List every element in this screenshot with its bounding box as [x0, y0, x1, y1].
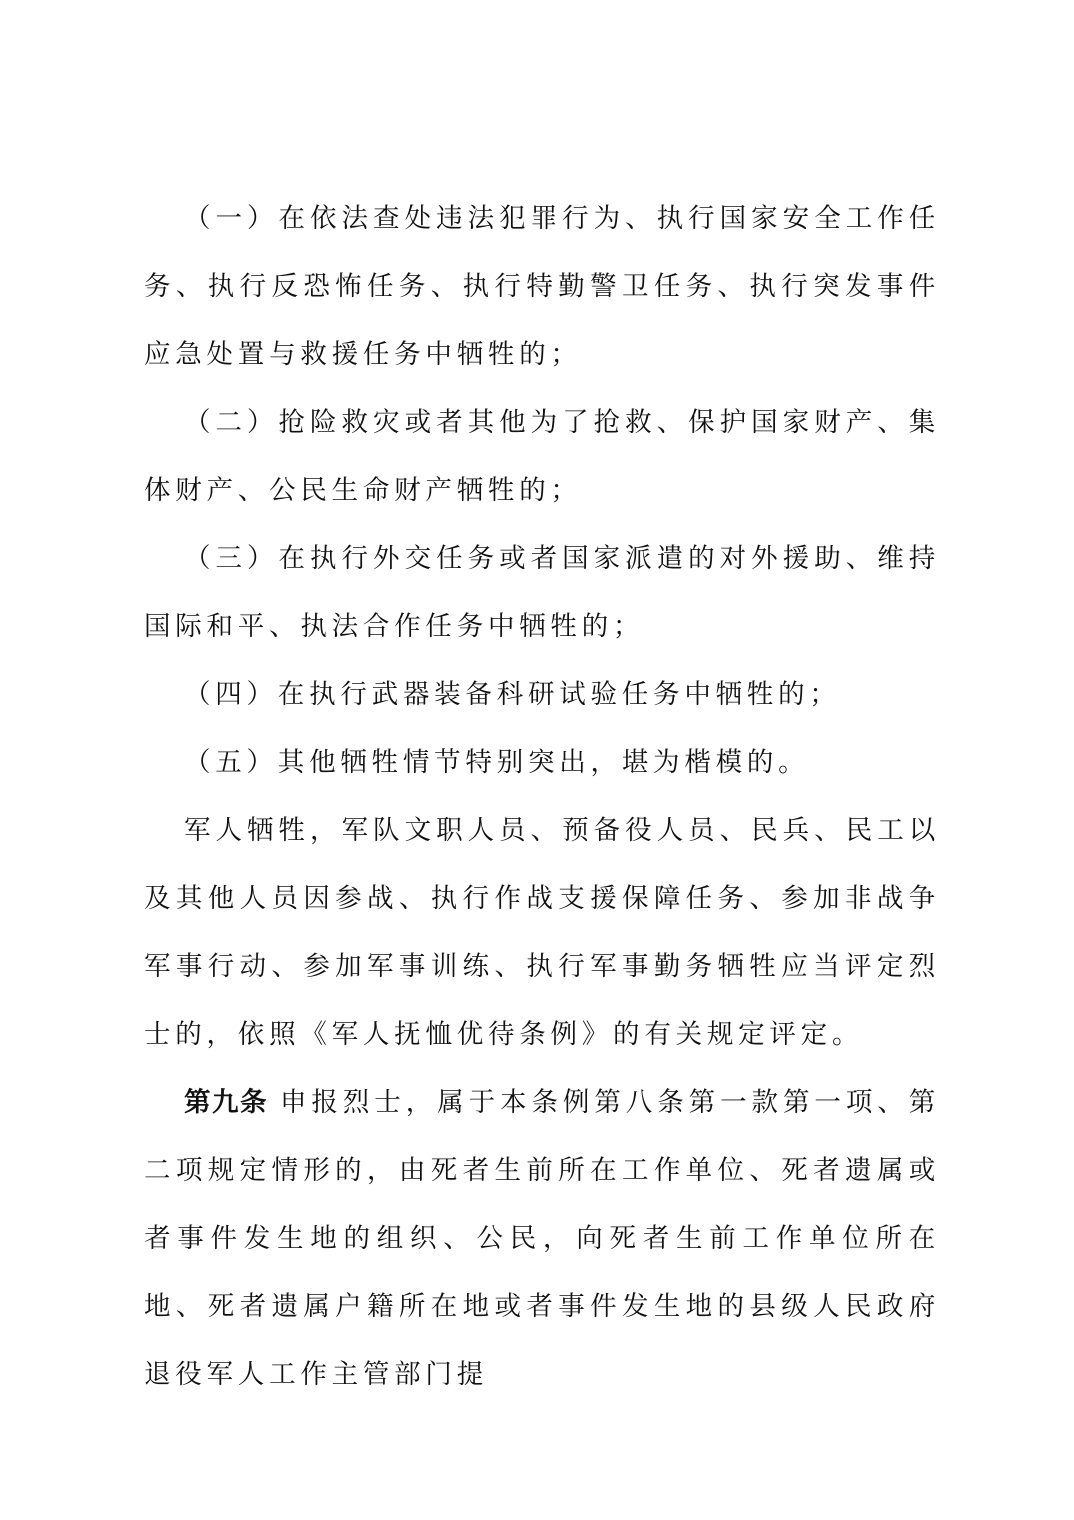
article-number: 第九条	[184, 1087, 268, 1118]
clause-item-4: （四）在执行武器装备科研试验任务中牺牲的；	[184, 679, 841, 710]
military-sacrifice-paragraph: 军人牺牲，军队文职人员、预备役人员、民兵、民工以及其他人员因参战、执行作战支援保障任务、参加非战争军事行动、参加军事训练、执行军事勤务牺牲应当评定烈士的，依照《军人抚恤优待条例》的有关规定评定。	[144, 815, 940, 1050]
clause-item-1: （一）在依法查处违法犯罪行为、执行国家安全工作任务、执行反恐怖任务、执行特勤警卫任务、执行突发事件应急处置与救援任务中牺牲的；	[144, 203, 940, 370]
clause-item-5: （五）其他牺牲情节特别突出，堪为楷模的。	[184, 747, 810, 778]
article-9-text: 申报烈士，属于本条例第八条第一款第一项、第二项规定情形的，由死者生前所在工作单位、死者遗属或者事件发生地的组织、公民，向死者生前工作单位所在地、死者遗属户籍所在地或者事件发生地的县级人民政府退役军人工作主管部门提	[144, 1087, 940, 1390]
clause-item-3: （三）在执行外交任务或者国家派遣的对外援助、维持国际和平、执法合作任务中牺牲的；	[144, 543, 940, 642]
article-9-paragraph	[144, 1069, 940, 1409]
clause-item-2: （二）抢险救灾或者其他为了抢救、保护国家财产、集体财产、公民生命财产牺牲的；	[144, 407, 940, 506]
